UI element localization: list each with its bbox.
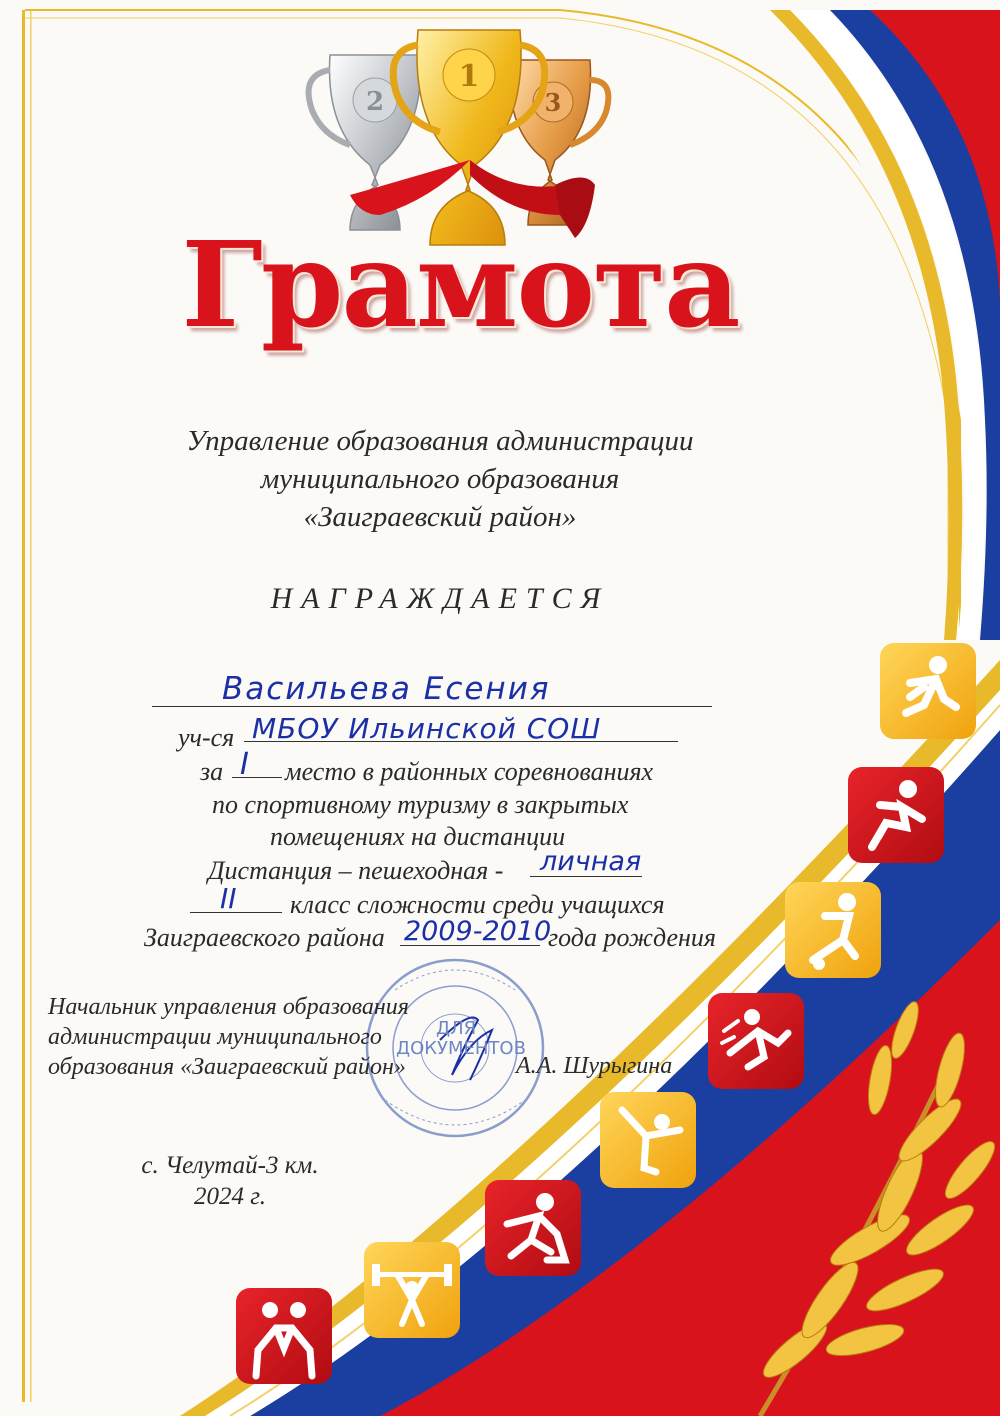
recipient-name: Васильева Есения: [222, 671, 551, 707]
organization-line-3: «Заиграевский район»: [303, 501, 577, 533]
birth-years: 2009-2010: [404, 916, 552, 947]
rooms-line: помещениях на дистанции: [270, 822, 566, 851]
certificate-title: Грамота: [181, 215, 739, 354]
place-suffix: место в районных соревнованиях: [285, 757, 654, 786]
distance-type: личная: [540, 846, 642, 877]
sprinting-icon: [848, 767, 944, 863]
svg-text:1: 1: [458, 59, 480, 94]
running-icon: [880, 643, 976, 739]
distance-prefix: Дистанция – пешеходная -: [208, 856, 504, 885]
trophy-cups-icon: [309, 30, 609, 245]
birth-suffix: года рождения: [548, 923, 716, 952]
place-value: I: [240, 747, 249, 782]
award-heading: НАГРАЖДАЕТСЯ: [270, 582, 610, 615]
weightlifting-icon: [364, 1242, 460, 1338]
position-line-2: администрации муниципального: [48, 1024, 382, 1050]
school-name: МБОУ Ильинской СОШ: [252, 712, 602, 745]
svg-text:2: 2: [365, 87, 385, 117]
organization-block: [0, 422, 880, 536]
hockey-icon: [485, 1180, 581, 1276]
footer-block: [50, 1150, 410, 1212]
tourism-line: по спортивному туризму в закрытых: [212, 790, 629, 819]
student-prefix: уч-ся: [178, 723, 235, 752]
stamp-text-2: ДОКУМЕНТОВ: [396, 1038, 526, 1059]
difficulty-class: II: [220, 882, 237, 915]
position-line-1: Начальник управления образования: [48, 994, 409, 1020]
wrestling-icon: [236, 1288, 332, 1384]
difficulty-suffix: класс сложности среди учащихся: [290, 890, 665, 919]
stamp-text-1: ДЛЯ: [436, 1018, 477, 1039]
organization-line-1: Управление образования администрации: [186, 425, 694, 457]
football-icon: [785, 882, 881, 978]
district-prefix: Заиграевского района: [144, 923, 385, 952]
hurdles-icon: [708, 993, 804, 1089]
position-line-3: образования «Заиграевский район»: [48, 1054, 406, 1080]
signature-position: [48, 992, 409, 1082]
organization-line-2: муниципального образования: [260, 463, 620, 495]
footer-place: с. Челутай-3 км.: [141, 1152, 319, 1179]
footer-year: 2024 г.: [194, 1183, 266, 1210]
figure-skating-icon: [600, 1092, 696, 1188]
signer-name: А.А. Шурыгина: [516, 1053, 673, 1079]
svg-text:3: 3: [544, 88, 562, 117]
place-prefix: за: [200, 757, 224, 786]
